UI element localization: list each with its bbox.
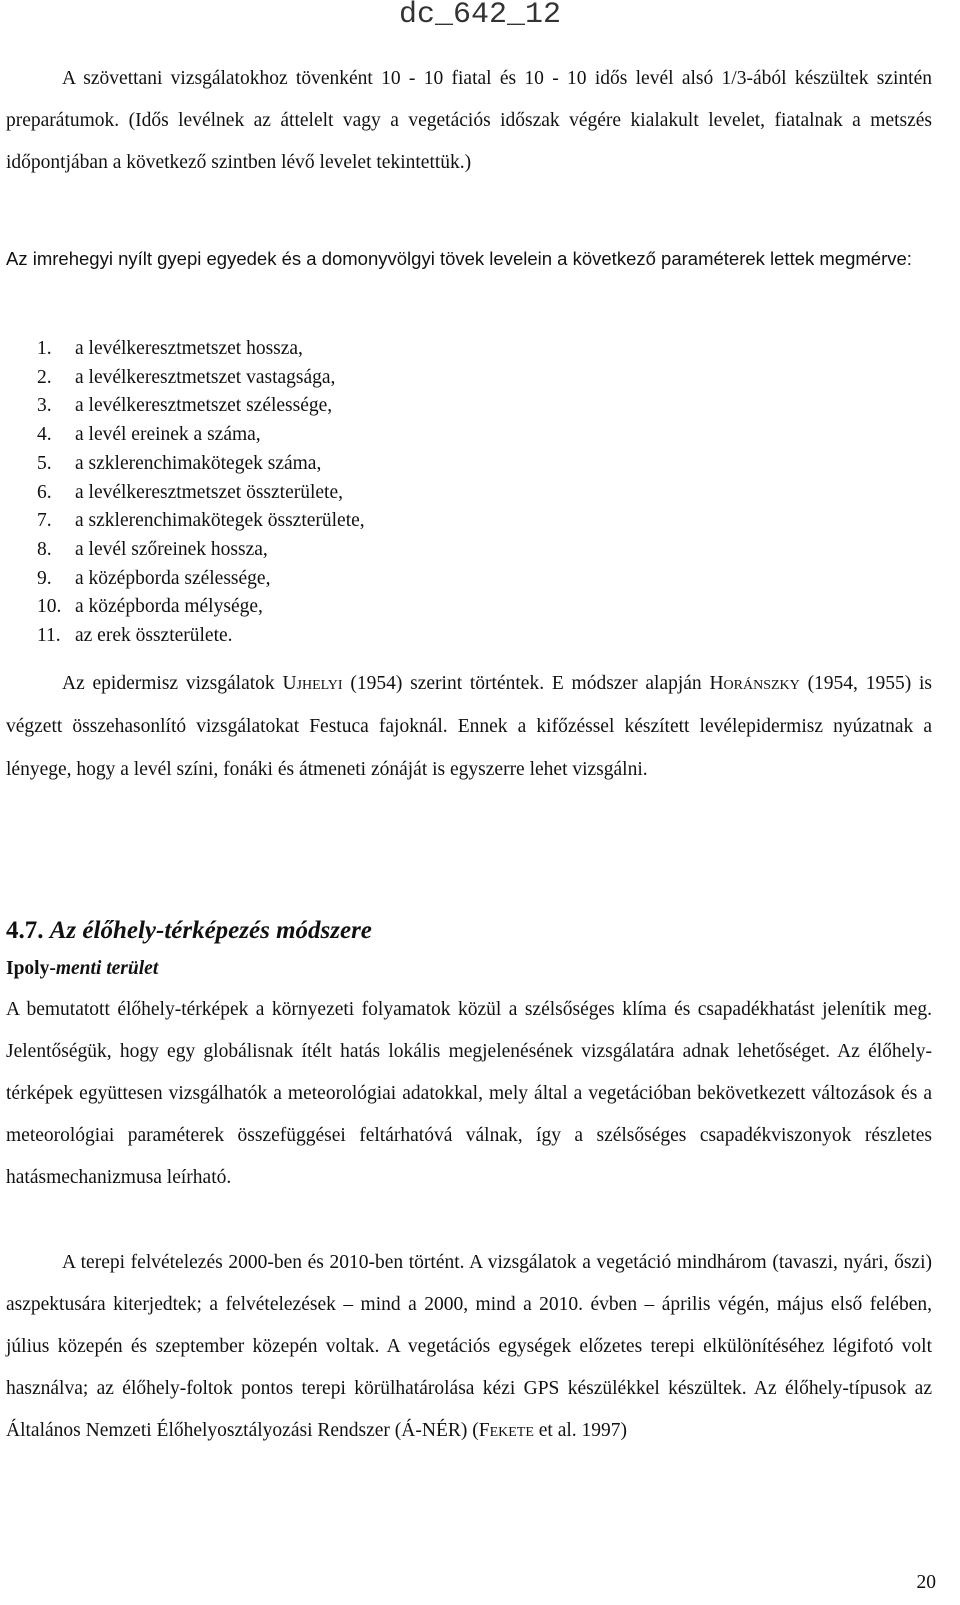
field-survey-paragraph: A terepi felvételezés 2000-ben és 2010-ben történt. A vizsgálatok a vegetáció mindhárom (tavaszi, nyári, őszi) aszpektusára kiterjedtek; a felvételezések – mind a 2000, mind a 2010. évben – április végén, május első felében, július közepén és szeptember közepén voltak. A vegetációs egységek előzetes terepi elkülönítéséhez légifotó volt használva; az élőhely-foltok pontos terepi körülhatárolása kézi GPS készülékkel készültek. Az élőhely-típusok az Általános Nemzeti Élőhelyosztályozási Rendszer (Á-NÉR) (Fekete et al. 1997) <box>6 1252 932 1441</box>
author-citation: Horánszky <box>709 673 800 694</box>
list-item: 7. a szklerenchimakötegek összterülete, <box>37 510 365 532</box>
page-number: 20 <box>916 1572 936 1593</box>
list-item: 5. a szklerenchimakötegek száma, <box>37 452 322 474</box>
list-item: 8. a levél szőreinek hossza, <box>37 538 268 560</box>
list-item: 2. a levélkeresztmetszet vastagsága, <box>37 366 336 388</box>
section-title: Az élőhely-térképezés módszere <box>49 917 372 944</box>
list-item: 11. az erek összterülete. <box>37 625 233 647</box>
habitat-maps-paragraph: A bemutatott élőhely-térképek a környezeti folyamatok közül a szélsőséges klíma és csapadékhatást jelenítik meg. Jelentőségük, hogy egy globálisnak ítélt hatás lokális megjelenésének vizsgálatára adnak lehetőséget. Az élőhely-térképek együttesen vizsgálhatók a meteorológiai adatokkal, mely által a vegetációban bekövetkezett változások és a meteorológiai paraméterek összefüggései feltárhatóvá válnak, így a szélsőséges csapadékviszonyok részletes hatásmechanizmusa leírható. <box>6 999 932 1188</box>
list-item: 1. a levélkeresztmetszet hossza, <box>37 338 303 359</box>
subsection-heading: Ipoly-menti terület <box>6 958 159 979</box>
document-code-header: dc_642_12 <box>398 0 562 32</box>
parameter-list <box>0 335 700 651</box>
list-item: 6. a levélkeresztmetszet összterülete, <box>37 481 343 503</box>
author-citation: Fekete <box>478 1420 534 1441</box>
list-item: 9. a középborda szélessége, <box>37 567 271 589</box>
epidermis-paragraph: Az epidermisz vizsgálatok Ujhelyi (1954) szerint történtek. E módszer alapján Horánszky (1954, 1955) is végzett összehasonlító vizsgálatokat Festuca fajoknál. Ennek a kifőzéssel készített levélepidermisz nyúzatnak a lényege, hogy a levél színi, fonáki és átmeneti zónáját is egyszerre lehet vizsgálni. <box>6 673 932 780</box>
list-item: 4. a levél ereinek a száma, <box>37 424 261 446</box>
list-item: 10. a középborda mélysége, <box>37 596 263 618</box>
section-number: 4.7. <box>6 917 44 944</box>
author-citation: Ujhelyi <box>282 673 343 694</box>
list-item: 3. a levélkeresztmetszet szélessége, <box>37 395 333 417</box>
section-heading <box>6 914 372 948</box>
params-intro: Az imrehegyi nyílt gyepi egyedek és a domonyvölgyi tövek levelein a következő paraméterek lettek megmérve: <box>6 248 912 269</box>
intro-paragraph: A szövettani vizsgálatokhoz tövenként 10 - 10 fiatal és 10 - 10 idős levél alsó 1/3-ából készültek szintén preparátumok. (Idős levélnek az áttelelt vagy a vegetációs időszak végére kialakult levelet, fiatalnak a metszés időpontjában a következő szintben lévő levelet tekintettük.) <box>6 68 932 173</box>
